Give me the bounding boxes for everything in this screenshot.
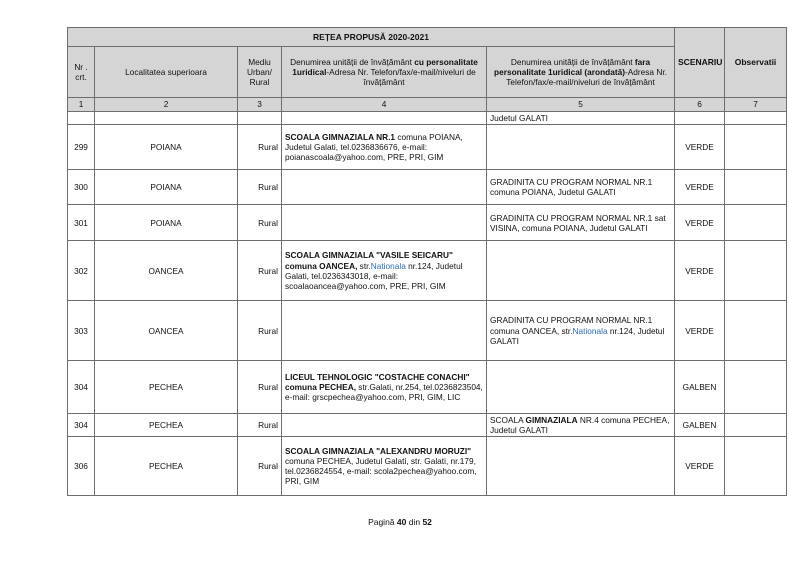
row-locality: PECHEA: [95, 437, 238, 496]
column-number: 3: [238, 98, 282, 112]
row-observatii: [725, 205, 787, 241]
column-number: 4: [282, 98, 487, 112]
row-observatii: [725, 301, 787, 361]
page-number: 40: [396, 517, 407, 527]
row-nr: 299: [68, 125, 95, 170]
row-scenariu: GALBEN: [675, 414, 725, 437]
row-unit-with-legal: SCOALA GIMNAZIALA "ALEXANDRU MORUZI" comuna PECHEA, Judetul Galati, str. Galati, nr.179, tel.0236824554, e-mail: scola2pechea@yahoo.com, PRI, GIM: [282, 437, 487, 496]
row-unit-without-legal: GRADINITA CU PROGRAM NORMAL NR.1 sat VISINA, comuna POIANA, Judetul GALATI: [487, 205, 675, 241]
page-footer: Pagină 40 din 52: [368, 517, 432, 527]
row-unit-without-legal: GRADINITA CU PROGRAM NORMAL NR.1 comuna POIANA, Judetul GALATI: [487, 170, 675, 205]
table-row: [68, 414, 787, 437]
row-unit-with-legal: [282, 205, 487, 241]
header-scenariu: SCENARIU: [675, 28, 725, 98]
column-number: 6: [675, 98, 725, 112]
row-locality: OANCEA: [95, 301, 238, 361]
header-nr: Nr . crt.: [68, 47, 95, 98]
row-unit-with-legal: SCOALA GIMNAZIALA "VASILE SEICARU" comuna OANCEA, str.Nationala nr.124, Judetul Galati, tel.0236343018, e-mail: scoalaoancea@yahoo.com, PRE, PRI, GIM: [282, 241, 487, 301]
row-observatii: [725, 361, 787, 414]
header-localitate: Localitatea superioara: [95, 47, 238, 98]
row-observatii: [725, 437, 787, 496]
row-scenariu: VERDE: [675, 125, 725, 170]
row-mediu: Rural: [238, 437, 282, 496]
row-scenariu: VERDE: [675, 205, 725, 241]
header-fara-personalitate: Denumirea unității de învățământ fara personalitate 1uridical (arondată)-Adresa Nr. Telefon/fax/e-mail/niveluri de învățământ: [487, 47, 675, 98]
row-nr: 302: [68, 241, 95, 301]
header-mediu: Mediu Urban/ Rural: [238, 47, 282, 98]
row-nr: 304: [68, 361, 95, 414]
table-row: [68, 301, 787, 361]
header-observatii: Observatii: [725, 28, 787, 98]
table-row: [68, 437, 787, 496]
row-unit-with-legal: LICEUL TEHNOLOGIC "COSTACHE CONACHI" comuna PECHEA, str.Galati, nr.254, tel.0236823504, e-mail: grscpechea@yahoo.com, PRI, GIM, LIC: [282, 361, 487, 414]
row-unit-with-legal: [282, 414, 487, 437]
row-mediu: Rural: [238, 361, 282, 414]
header-cu-personalitate: Denumirea unității de învățământ cu personalitate 1uridical-Adresa Nr. Telefon/fax/e-mail/niveluri de învățământ: [282, 47, 487, 98]
row-observatii: [725, 414, 787, 437]
row-unit-without-legal: [487, 361, 675, 414]
row-unit-with-legal: [282, 301, 487, 361]
table-row: [68, 361, 787, 414]
row-observatii: [725, 170, 787, 205]
row-unit-without-legal: GRADINITA CU PROGRAM NORMAL NR.1 comuna OANCEA, str.Nationala nr.124, Judetul GALATI: [487, 301, 675, 361]
row-nr: 304: [68, 414, 95, 437]
column-number: 7: [725, 98, 787, 112]
row-locality: POIANA: [95, 170, 238, 205]
row-locality: PECHEA: [95, 361, 238, 414]
continuation-text: Judetul GALATI: [487, 112, 675, 125]
table-title: REȚEA PROPUSĂ 2020-2021: [68, 28, 675, 47]
row-mediu: Rural: [238, 301, 282, 361]
continuation-row: [68, 112, 787, 125]
row-scenariu: VERDE: [675, 437, 725, 496]
row-scenariu: GALBEN: [675, 361, 725, 414]
row-scenariu: VERDE: [675, 241, 725, 301]
row-unit-with-legal: [282, 170, 487, 205]
row-locality: POIANA: [95, 205, 238, 241]
row-nr: 300: [68, 170, 95, 205]
row-unit-without-legal: [487, 437, 675, 496]
row-observatii: [725, 241, 787, 301]
column-number: 2: [95, 98, 238, 112]
table-row: [68, 205, 787, 241]
row-nr: 301: [68, 205, 95, 241]
row-locality: PECHEA: [95, 414, 238, 437]
network-table: [67, 27, 787, 496]
row-locality: OANCEA: [95, 241, 238, 301]
row-observatii: [725, 125, 787, 170]
row-mediu: Rural: [238, 170, 282, 205]
row-unit-with-legal: SCOALA GIMNAZIALA NR.1 comuna POIANA, Judetul Galati, tel.0236836676, e-mail: poianascoala@yahoo.com, PRE, PRI, GIM: [282, 125, 487, 170]
row-mediu: Rural: [238, 241, 282, 301]
row-nr: 303: [68, 301, 95, 361]
column-number: 1: [68, 98, 95, 112]
row-mediu: Rural: [238, 414, 282, 437]
page-total: 52: [422, 517, 432, 527]
table-row: [68, 241, 787, 301]
row-locality: POIANA: [95, 125, 238, 170]
row-unit-without-legal: [487, 125, 675, 170]
table-row: [68, 170, 787, 205]
row-unit-without-legal: SCOALA GIMNAZIALA NR.4 comuna PECHEA, Judetul GALATI: [487, 414, 675, 437]
column-number: 5: [487, 98, 675, 112]
row-unit-without-legal: [487, 241, 675, 301]
table-row: [68, 125, 787, 170]
row-nr: 306: [68, 437, 95, 496]
row-scenariu: VERDE: [675, 170, 725, 205]
row-mediu: Rural: [238, 125, 282, 170]
row-mediu: Rural: [238, 205, 282, 241]
row-scenariu: VERDE: [675, 301, 725, 361]
